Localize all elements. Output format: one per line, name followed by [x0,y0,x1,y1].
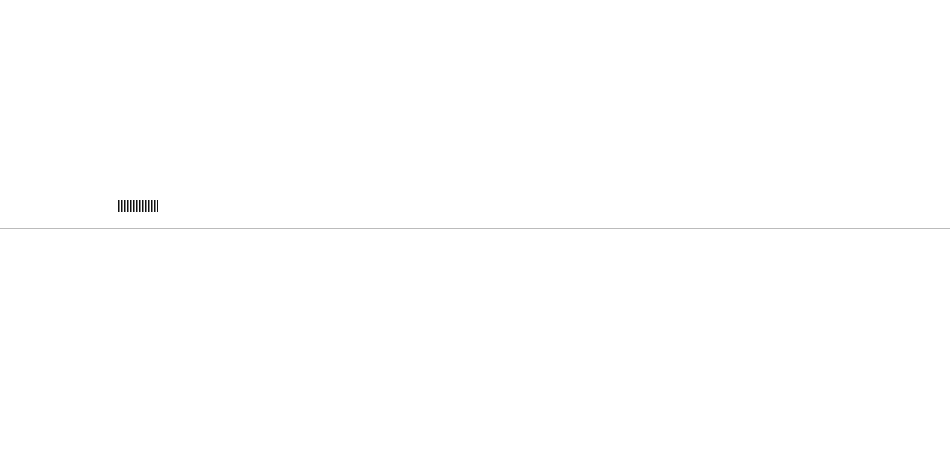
fold-divider [0,228,950,229]
cover-panel [4,4,160,224]
barcode [118,200,158,212]
